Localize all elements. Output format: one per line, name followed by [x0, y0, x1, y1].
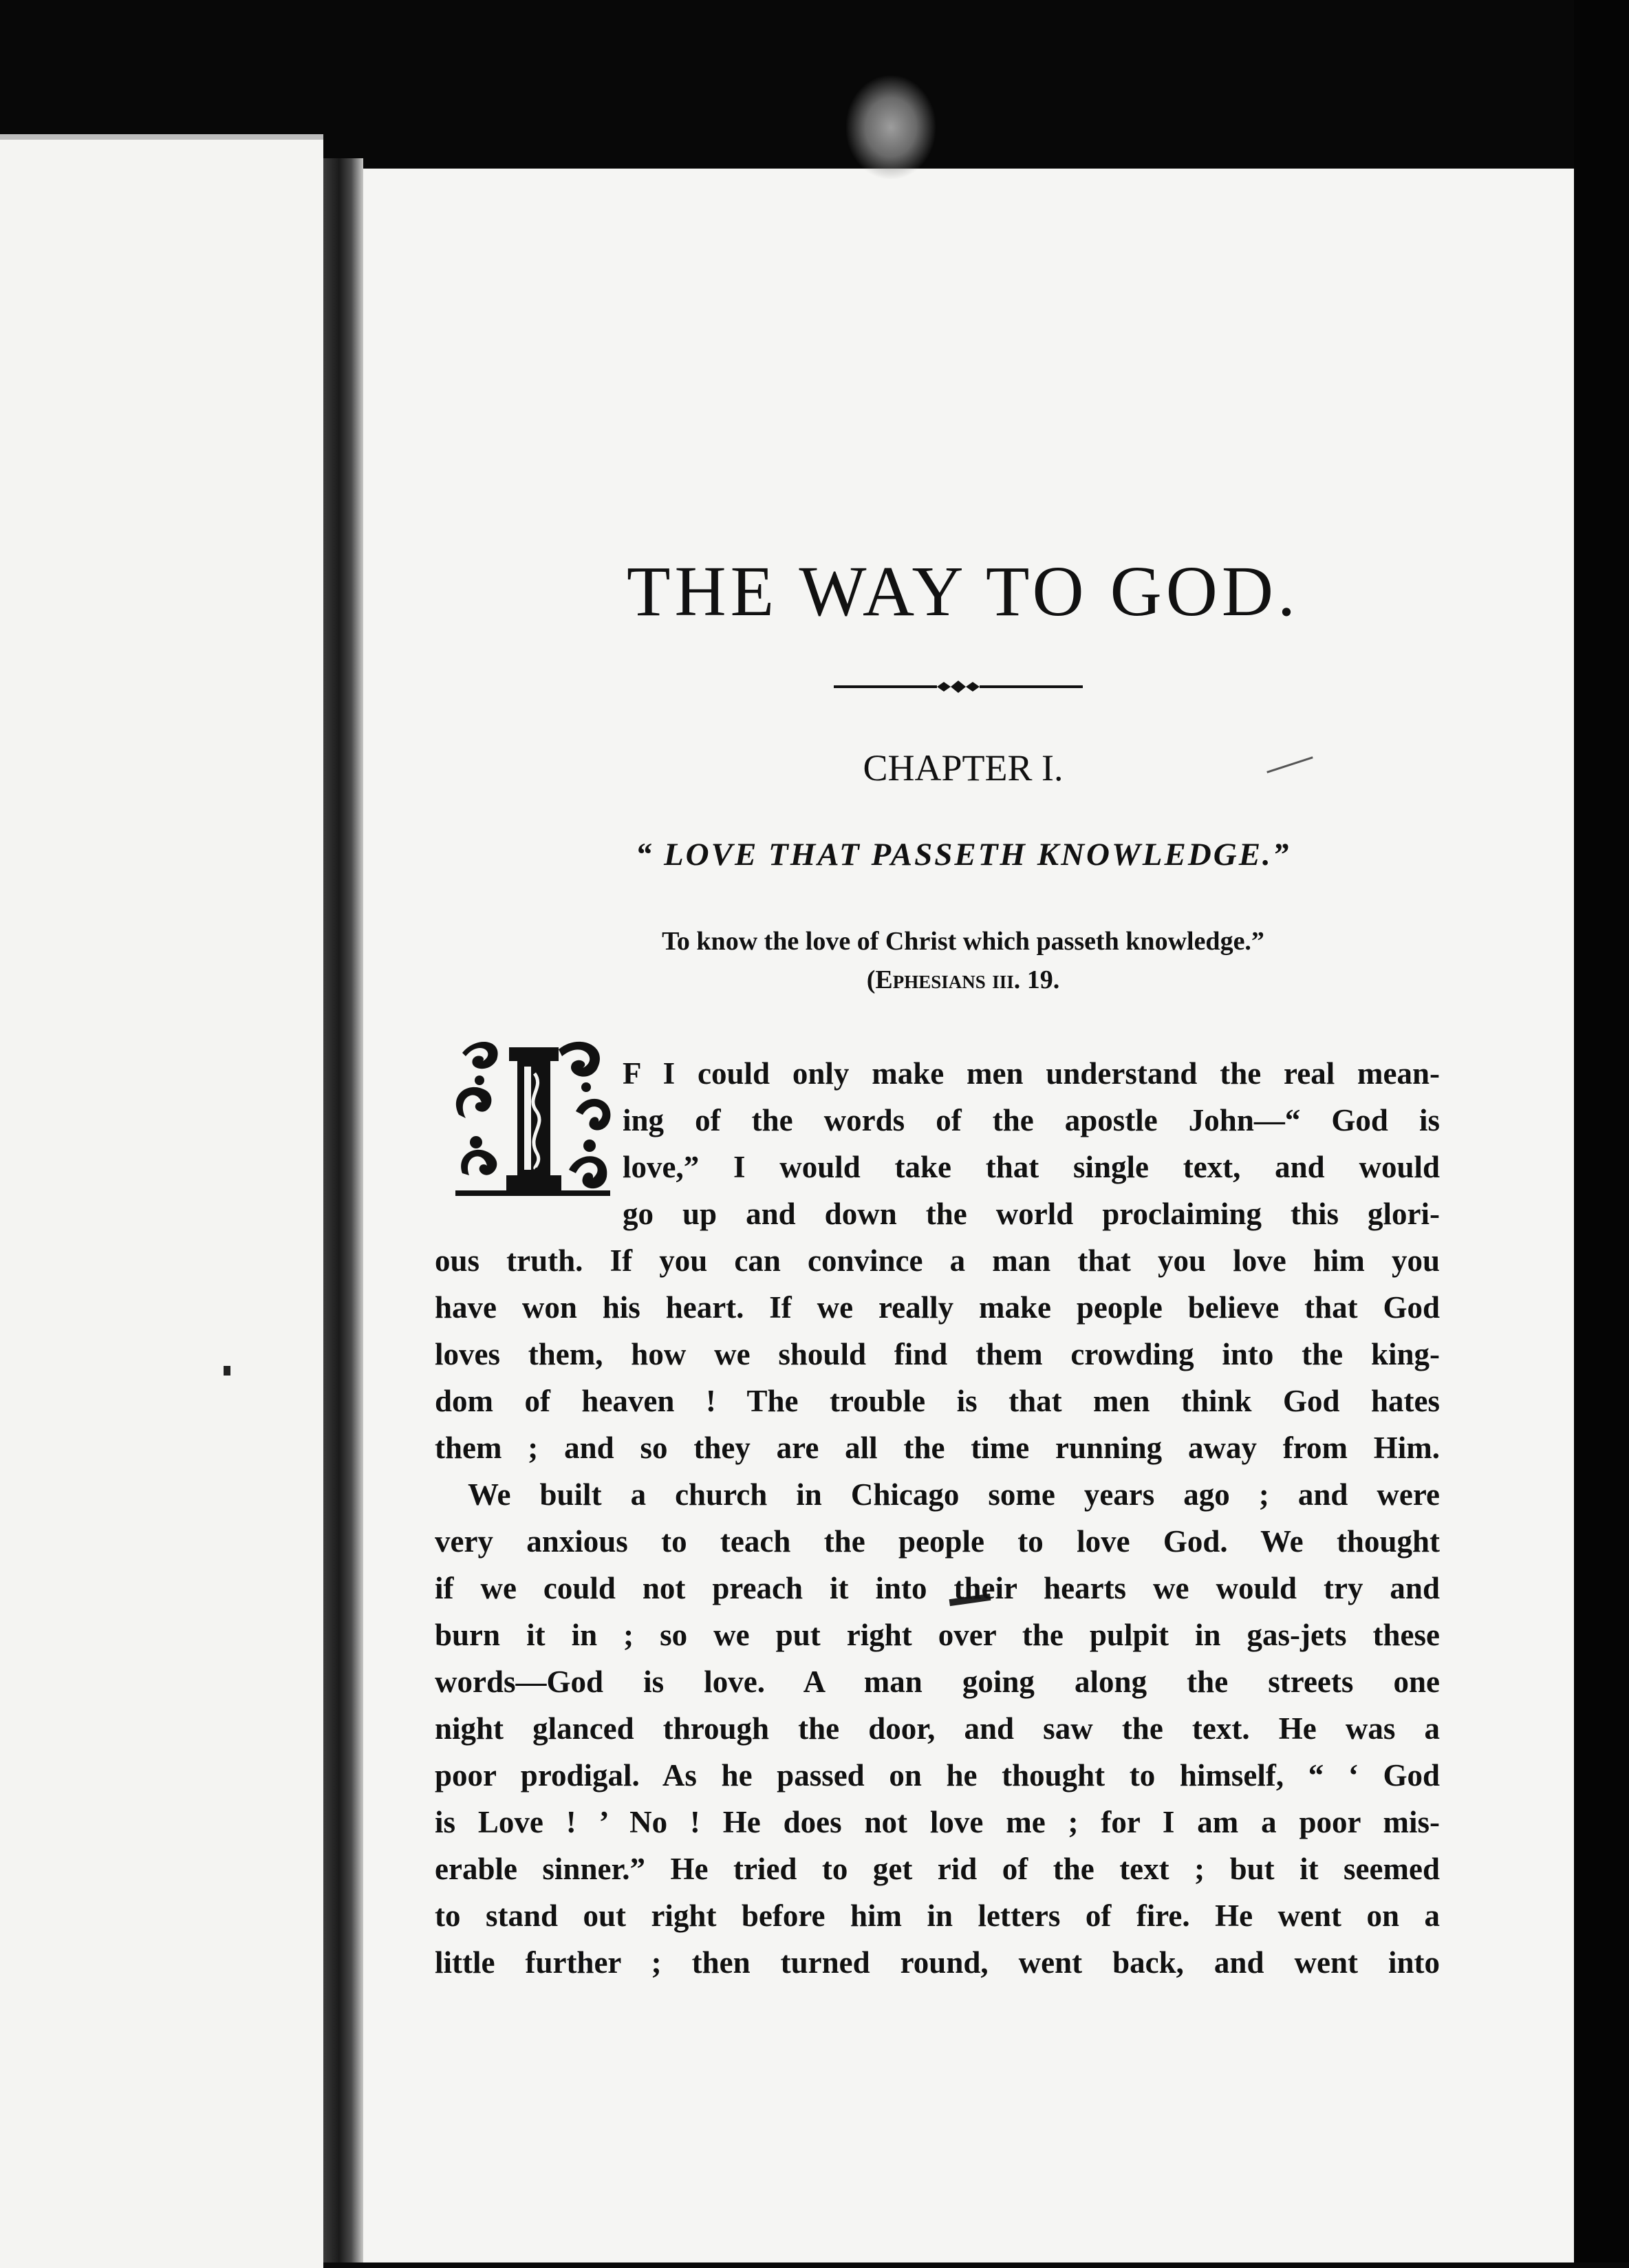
- epigraph-quote: To know the love of Christ which passeth knowledge.”: [662, 927, 1264, 956]
- body-line: them ; and so they are all the time running away from Him.: [435, 1431, 1440, 1465]
- body-line: F I could only make men understand the real mean-: [623, 1056, 1440, 1091]
- epigraph-citation: (Ephesians iii. 19.: [866, 965, 1060, 994]
- body-line: words—God is love. A man going along the streets one: [435, 1665, 1440, 1699]
- body-line: little further ; then turned round, went back, and went into: [435, 1945, 1440, 1980]
- scan-right-edge: [1574, 0, 1629, 2262]
- body-line: go up and down the world proclaiming this glori-: [623, 1197, 1440, 1231]
- ornamental-drop-cap: [449, 1032, 617, 1201]
- body-line: is Love ! ’ No ! He does not love me ; for I am a poor mis-: [435, 1805, 1440, 1839]
- body-line: loves them, how we should find them crowding into the king-: [435, 1337, 1440, 1371]
- book-title: THE WAY TO GOD.: [627, 552, 1299, 631]
- body-line: ing of the words of the apostle John—“ God is: [623, 1103, 1440, 1137]
- body-line: if we could not preach it into their hearts we would try and: [435, 1571, 1440, 1605]
- body-line: burn it in ; so we put right over the pulpit in gas-jets these: [435, 1618, 1440, 1652]
- dust-speck: [846, 76, 936, 179]
- body-line: to stand out right before him in letters of fire. He went on a: [435, 1898, 1440, 1933]
- book-gutter: [323, 158, 363, 2262]
- body-line: love,” I would take that single text, and would: [623, 1150, 1440, 1184]
- body-line: erable sinner.” He tried to get rid of the text ; but it seemed: [435, 1852, 1440, 1886]
- body-line: have won his heart. If we really make people believe that God: [435, 1290, 1440, 1325]
- stray-mark: [224, 1366, 230, 1376]
- body-line: very anxious to teach the people to love God. We thought: [435, 1524, 1440, 1559]
- body-line: dom of heaven ! The trouble is that men think God hates: [435, 1384, 1440, 1418]
- chapter-heading: CHAPTER I.: [863, 747, 1064, 789]
- left-page: [0, 134, 323, 2268]
- body-line: We built a church in Chicago some years ago ; and were: [468, 1477, 1440, 1512]
- body-line: poor prodigal. As he passed on he thought to himself, “ ‘ God: [435, 1758, 1440, 1793]
- chapter-subtitle: “ LOVE THAT PASSETH KNOWLEDGE.”: [635, 837, 1291, 873]
- body-line: ous truth. If you can convince a man that you love him you: [435, 1243, 1440, 1278]
- ornament-divider: [834, 678, 1083, 695]
- epigraph: [564, 922, 1362, 999]
- body-line: night glanced through the door, and saw the text. He was a: [435, 1711, 1440, 1746]
